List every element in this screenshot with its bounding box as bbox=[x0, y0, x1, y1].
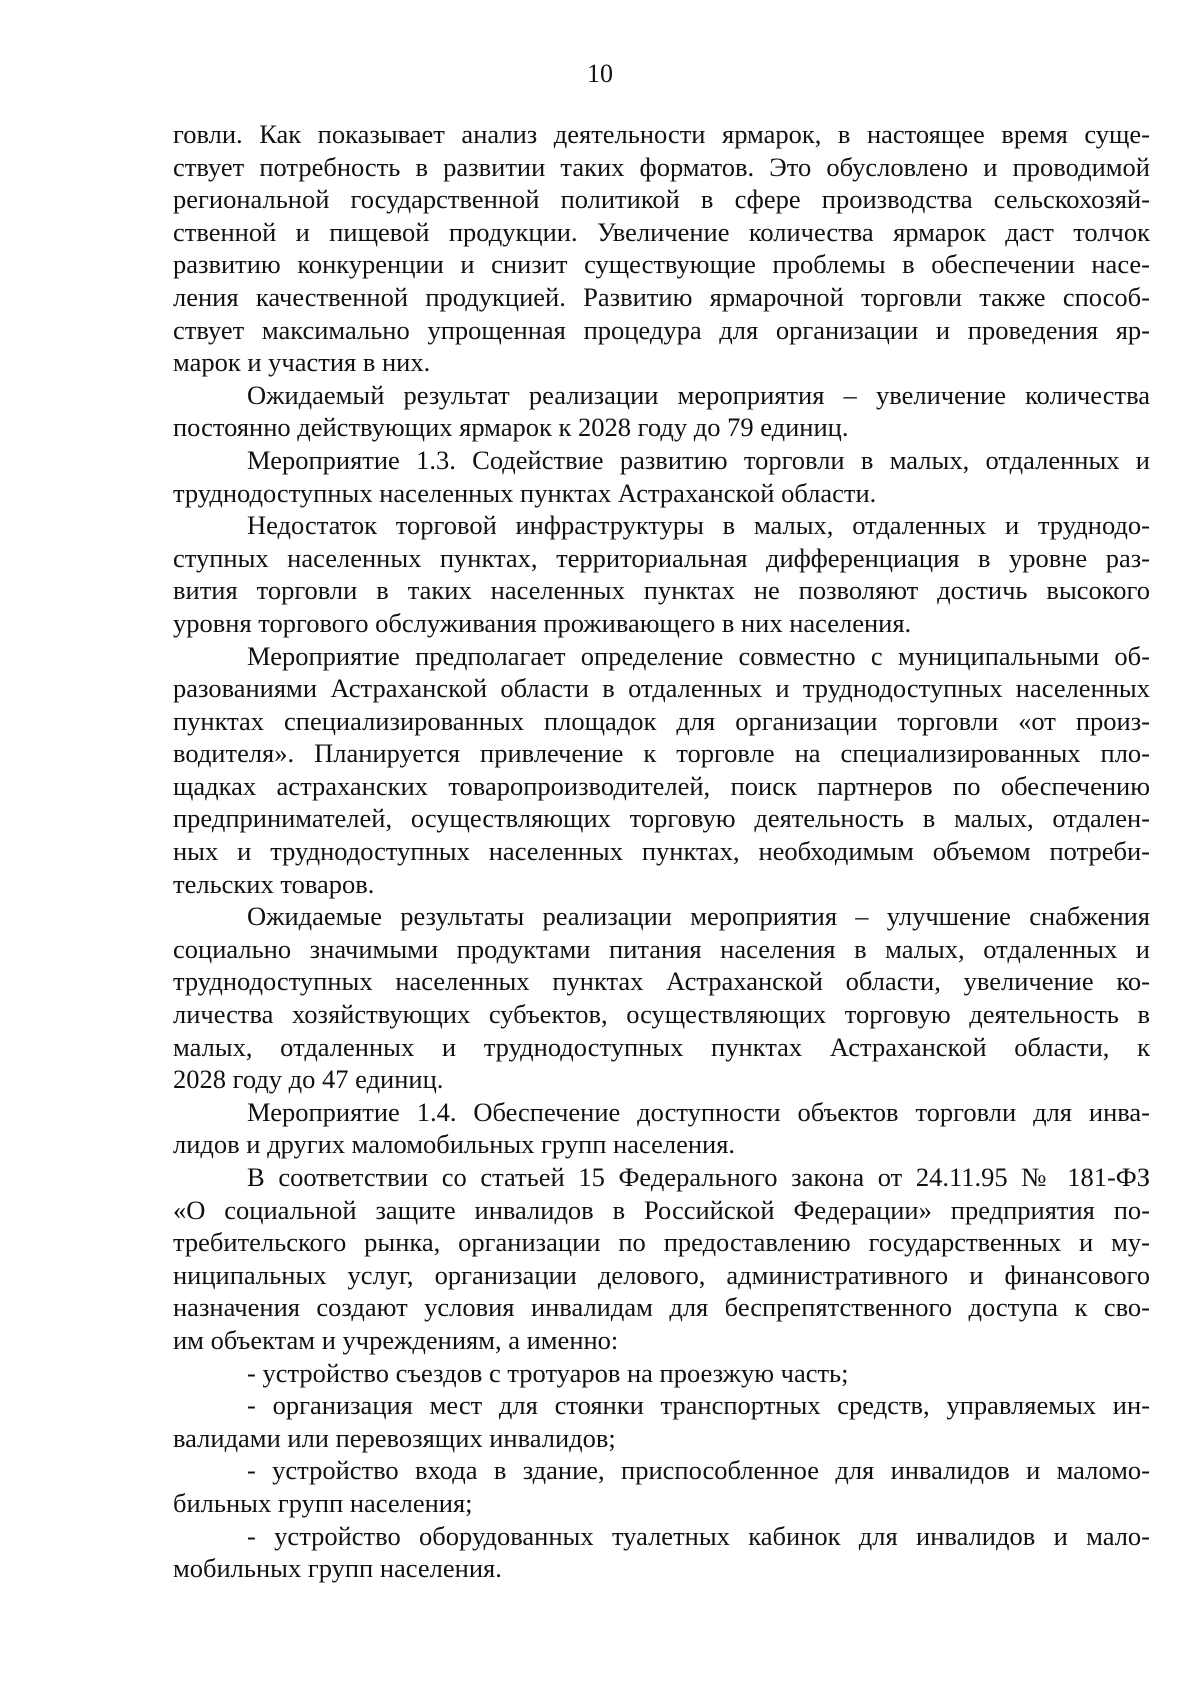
text-line: ных и труднодоступных населенных пунктах, необходимым объемом потреби- bbox=[173, 836, 1150, 867]
text-line: предпринимателей, осуществляющих торговую деятельность в малых, отдален- bbox=[173, 803, 1150, 834]
text-line: ниципальных услуг, организации делового, административного и финансового bbox=[173, 1259, 1150, 1290]
text-line: ления качественной продукцией. Развитию ярмарочной торговли также способ- bbox=[173, 281, 1150, 312]
text-line: ственной и пищевой продукции. Увеличение количества ярмарок даст толчок bbox=[173, 216, 1150, 247]
text-line: Ожидаемый результат реализации мероприятия – увеличение количества bbox=[247, 379, 1150, 410]
text-line: лидов и других маломобильных групп населения. bbox=[173, 1129, 736, 1160]
text-line: - устройство входа в здание, приспособленное для инвалидов и маломо- bbox=[247, 1455, 1150, 1486]
text-line: развитию конкуренции и снизит существующие проблемы в обеспечении насе- bbox=[173, 249, 1150, 280]
text-line: Ожидаемые результаты реализации мероприятия – улучшение снабжения bbox=[247, 901, 1150, 932]
text-line: тельских товаров. bbox=[173, 868, 375, 899]
text-line: 2028 году до 47 единиц. bbox=[173, 1064, 444, 1095]
text-line: региональной государственной политикой в сфере производства сельскохозяй- bbox=[173, 184, 1150, 215]
page-number: 10 bbox=[587, 59, 613, 88]
text-line: говли. Как показывает анализ деятельности ярмарок, в настоящее время суще- bbox=[173, 119, 1150, 149]
text-line: им объектам и учреждениям, а именно: bbox=[173, 1324, 619, 1355]
text-line: Мероприятие 1.3. Содействие развитию торговли в малых, отдаленных и bbox=[247, 444, 1150, 475]
text-line: бильных групп населения; bbox=[173, 1487, 473, 1518]
text-line: назначения создают условия инвалидам для беспрепятственного доступа к сво- bbox=[173, 1292, 1150, 1323]
text-line: разованиями Астраханской области в отдаленных и труднодоступных населенных bbox=[173, 673, 1150, 704]
text-line: щадках астраханских товаропроизводителей, поиск партнеров по обеспечению bbox=[173, 770, 1150, 801]
text-line: водителя». Планируется привлечение к торговле на специализированных пло- bbox=[173, 738, 1150, 769]
text-line: - устройство оборудованных туалетных кабинок для инвалидов и мало- bbox=[247, 1520, 1150, 1551]
text-line: ствует максимально упрощенная процедура для организации и проведения яр- bbox=[173, 314, 1150, 345]
text-line: уровня торгового обслуживания проживающего в них населения. bbox=[173, 607, 912, 638]
text-line: личества хозяйствующих субъектов, осуществляющих торговую деятельность в bbox=[173, 999, 1150, 1030]
text-line: «О социальной защите инвалидов в Российской Федерации» предприятия по- bbox=[173, 1194, 1150, 1225]
text-line: социально значимыми продуктами питания населения в малых, отдаленных и bbox=[173, 933, 1150, 964]
text-line: требительского рынка, организации по предоставлению государственных и му- bbox=[173, 1227, 1150, 1258]
text-line: ствует потребность в развитии таких форматов. Это обусловлено и проводимой bbox=[173, 151, 1150, 182]
text-line: - организация мест для стоянки транспортных средств, управляемых ин- bbox=[247, 1390, 1150, 1421]
text-line: Мероприятие предполагает определение совместно с муниципальными об- bbox=[247, 640, 1150, 671]
text-line: вития торговли в таких населенных пунктах не позволяют достичь высокого bbox=[173, 575, 1150, 606]
body-text bbox=[173, 118, 1150, 1585]
text-line: пунктах специализированных площадок для организации торговли «от произ- bbox=[173, 705, 1150, 736]
text-line: труднодоступных населенных пунктах Астраханской области, увеличение ко- bbox=[173, 966, 1150, 997]
text-line: валидами или перевозящих инвалидов; bbox=[173, 1422, 616, 1453]
text-line: труднодоступных населенных пунктах Астраханской области. bbox=[173, 477, 877, 508]
text-line: Недостаток торговой инфраструктуры в малых, отдаленных и труднодо- bbox=[247, 510, 1150, 541]
text-line: ступных населенных пунктах, территориальная дифференциация в уровне раз- bbox=[173, 542, 1150, 573]
text-line: Мероприятие 1.4. Обеспечение доступности объектов торговли для инва- bbox=[247, 1096, 1150, 1127]
text-line: - устройство съездов с тротуаров на проезжую часть; bbox=[247, 1357, 849, 1388]
text-line: В соответствии со статьей 15 Федерального закона от 24.11.95 № 181-ФЗ bbox=[247, 1162, 1150, 1192]
text-line: мобильных групп населения. bbox=[173, 1553, 502, 1584]
text-line: марок и участия в них. bbox=[173, 347, 431, 378]
text-line: малых, отдаленных и труднодоступных пунктах Астраханской области, к bbox=[173, 1031, 1150, 1062]
text-line: постоянно действующих ярмарок к 2028 году до 79 единиц. bbox=[173, 412, 849, 443]
